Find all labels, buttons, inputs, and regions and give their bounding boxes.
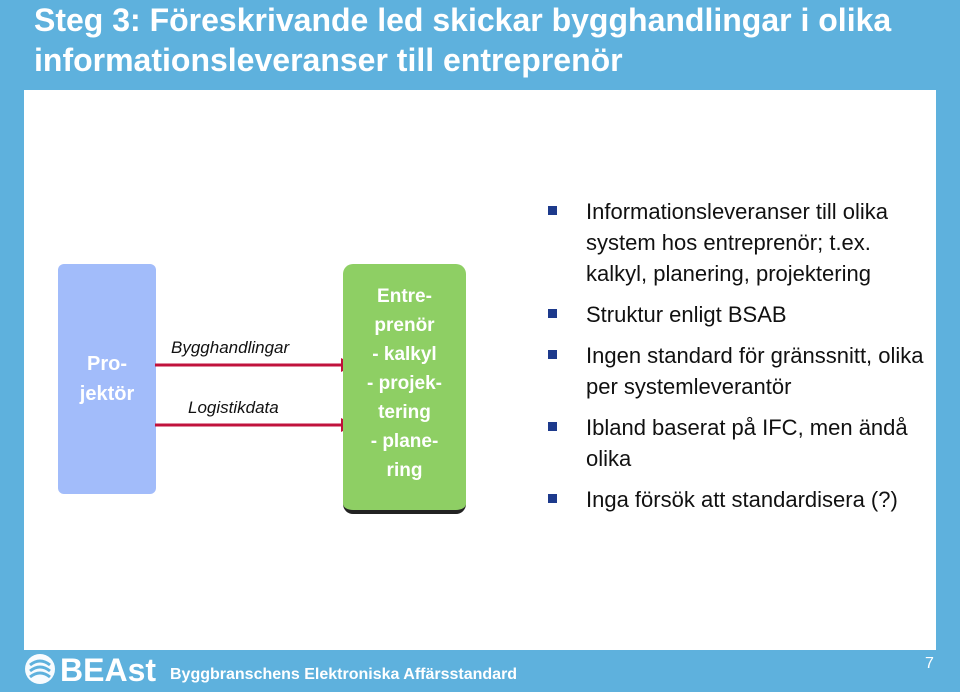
bullet-item [548, 412, 938, 474]
footer-org-name: Byggbranschens Elektroniska Affärsstandard [170, 666, 518, 683]
entreprenor-line: - plane- [370, 431, 439, 452]
square-bullet-icon [548, 422, 557, 431]
beast-logo [22, 647, 160, 689]
entreprenor-line: tering [378, 402, 431, 423]
bullet-text: Ibland baserat på IFC, men ändå olika [586, 415, 908, 471]
bullet-list [548, 196, 938, 525]
bullet-item [548, 340, 938, 402]
square-bullet-icon [548, 206, 557, 215]
bullet-item [548, 484, 938, 515]
projektor-line: Pro- [87, 353, 127, 375]
page-number: 7 [925, 655, 934, 672]
entreprenor-line: - projek- [367, 373, 442, 394]
entreprenor-box [343, 264, 466, 514]
bullet-item [548, 299, 938, 330]
entreprenor-line: Entre- [377, 286, 432, 307]
square-bullet-icon [548, 494, 557, 503]
slide-title: Steg 3: Föreskrivande led skickar bygghandlingar i olika informationsleveranser till entreprenör [34, 2, 892, 78]
bygghandlingar-label: Bygghandlingar [171, 338, 290, 357]
bullet-text: Informationsleveranser till olika system hos entreprenör; t.ex. kalkyl, planering, projektering [586, 199, 889, 286]
entreprenor-line: prenör [374, 315, 435, 336]
logistikdata-label: Logistikdata [188, 398, 279, 417]
bullet-text: Struktur enligt BSAB [586, 302, 787, 327]
bullet-text: Ingen standard för gränssnitt, olika per systemleverantör [586, 343, 924, 399]
arrow-right-icon [155, 355, 355, 375]
square-bullet-icon [548, 309, 557, 318]
arrow-right-icon [155, 415, 355, 435]
bullet-item [548, 196, 938, 289]
projektor-box [58, 264, 156, 494]
bullet-text: Inga försök att standardisera (?) [586, 487, 898, 512]
logo-text: BEAst [60, 652, 157, 688]
projektor-line: jektör [79, 383, 135, 405]
entreprenor-line: - kalkyl [372, 344, 437, 365]
square-bullet-icon [548, 350, 557, 359]
entreprenor-line: ring [386, 460, 423, 481]
